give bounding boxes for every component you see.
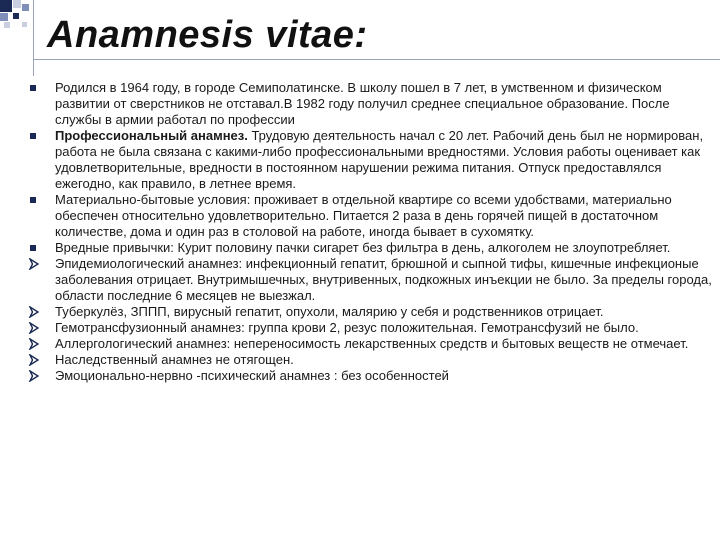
arrow-bullet-icon — [28, 322, 42, 334]
title-vertical-rule — [33, 0, 34, 76]
item-text: Вредные привычки: Курит половину пачки сигарет без фильтра в день, алкоголем не злоупотребляет. — [55, 240, 671, 255]
list-item — [0, 256, 720, 304]
list-item — [0, 128, 720, 192]
item-text: Туберкулёз, ЗППП, вирусный гепатит, опухоли, малярию у себя и родственников отрицает. — [55, 304, 604, 319]
corner-square — [4, 22, 10, 28]
list-item — [0, 320, 720, 336]
list-item — [0, 240, 720, 256]
corner-square — [22, 4, 29, 11]
item-text: Родился в 1964 году, в городе Семиполатинске. В школу пошел в 7 лет, в умственном и физическом развитии от сверстников не отставал.В 1982 году получил среднее специальное образование. После службы в армии работал по профессии — [55, 80, 670, 127]
arrow-bullet-icon — [28, 370, 42, 382]
arrow-bullet-icon — [28, 354, 42, 366]
square-bullet-icon — [28, 82, 42, 94]
square-bullet-icon — [28, 130, 42, 142]
list-item — [0, 304, 720, 320]
item-text: Трудовую деятельность начал с 20 лет. Рабочий день был не нормирован, работа не была связана с какими-либо профессиональными вредностями. Условия работы оценивает как удовлетворительные, вредности в постоянном нарушении режима питания. Отпуск предоставлялся ежегодно, как правило, в летнее время. — [55, 128, 704, 191]
item-label: Профессиональный анамнез. — [55, 128, 248, 143]
item-text: Аллергологический анамнез: непереносимость лекарственных средств и бытовых веществ не отмечает. — [55, 336, 689, 351]
square-bullet-icon — [28, 242, 42, 254]
square-bullet-icon — [28, 194, 42, 206]
arrow-bullet-icon — [28, 258, 42, 270]
item-text: Материально-бытовые условия: проживает в отдельной квартире со всеми удобствами, материально обеспечен относительно удовлетворительно. Питается 2 раза в день горячей пищей в достаточном количестве, дома и один раз в столовой на работе, иногда бывает в сухомятку. — [55, 192, 672, 239]
item-text: Эмоционально-нервно -психический анамнез : без особенностей — [55, 368, 449, 383]
corner-square — [0, 0, 12, 12]
item-text: Наследственный анамнез не отягощен. — [55, 352, 294, 367]
slide-title: Anamnesis vitae: — [47, 14, 368, 56]
corner-square — [13, 0, 21, 8]
title-underline-rule — [34, 59, 720, 60]
arrow-bullet-icon — [28, 306, 42, 318]
arrow-bullet-icon — [28, 338, 42, 350]
item-text: Эпидемиологический анамнез: инфекционный гепатит, брюшной и сыпной тифы, кишечные инфекционые заболевания отрицает. Внутримышечных, внутривенных, подкожных инъекции не было. За пределы города, области последние 6 месяцев не выезжал. — [55, 256, 712, 303]
corner-square — [22, 22, 27, 27]
corner-square — [13, 13, 19, 19]
corner-square — [0, 13, 8, 21]
list-item — [0, 368, 720, 384]
list-item — [0, 192, 720, 240]
anamnesis-list — [0, 80, 720, 384]
list-item — [0, 352, 720, 368]
list-item — [0, 80, 720, 128]
item-text: Гемотрансфузионный анамнез: группа крови 2, резус положительная. Гемотрансфузий не было. — [55, 320, 639, 335]
list-item — [0, 336, 720, 352]
